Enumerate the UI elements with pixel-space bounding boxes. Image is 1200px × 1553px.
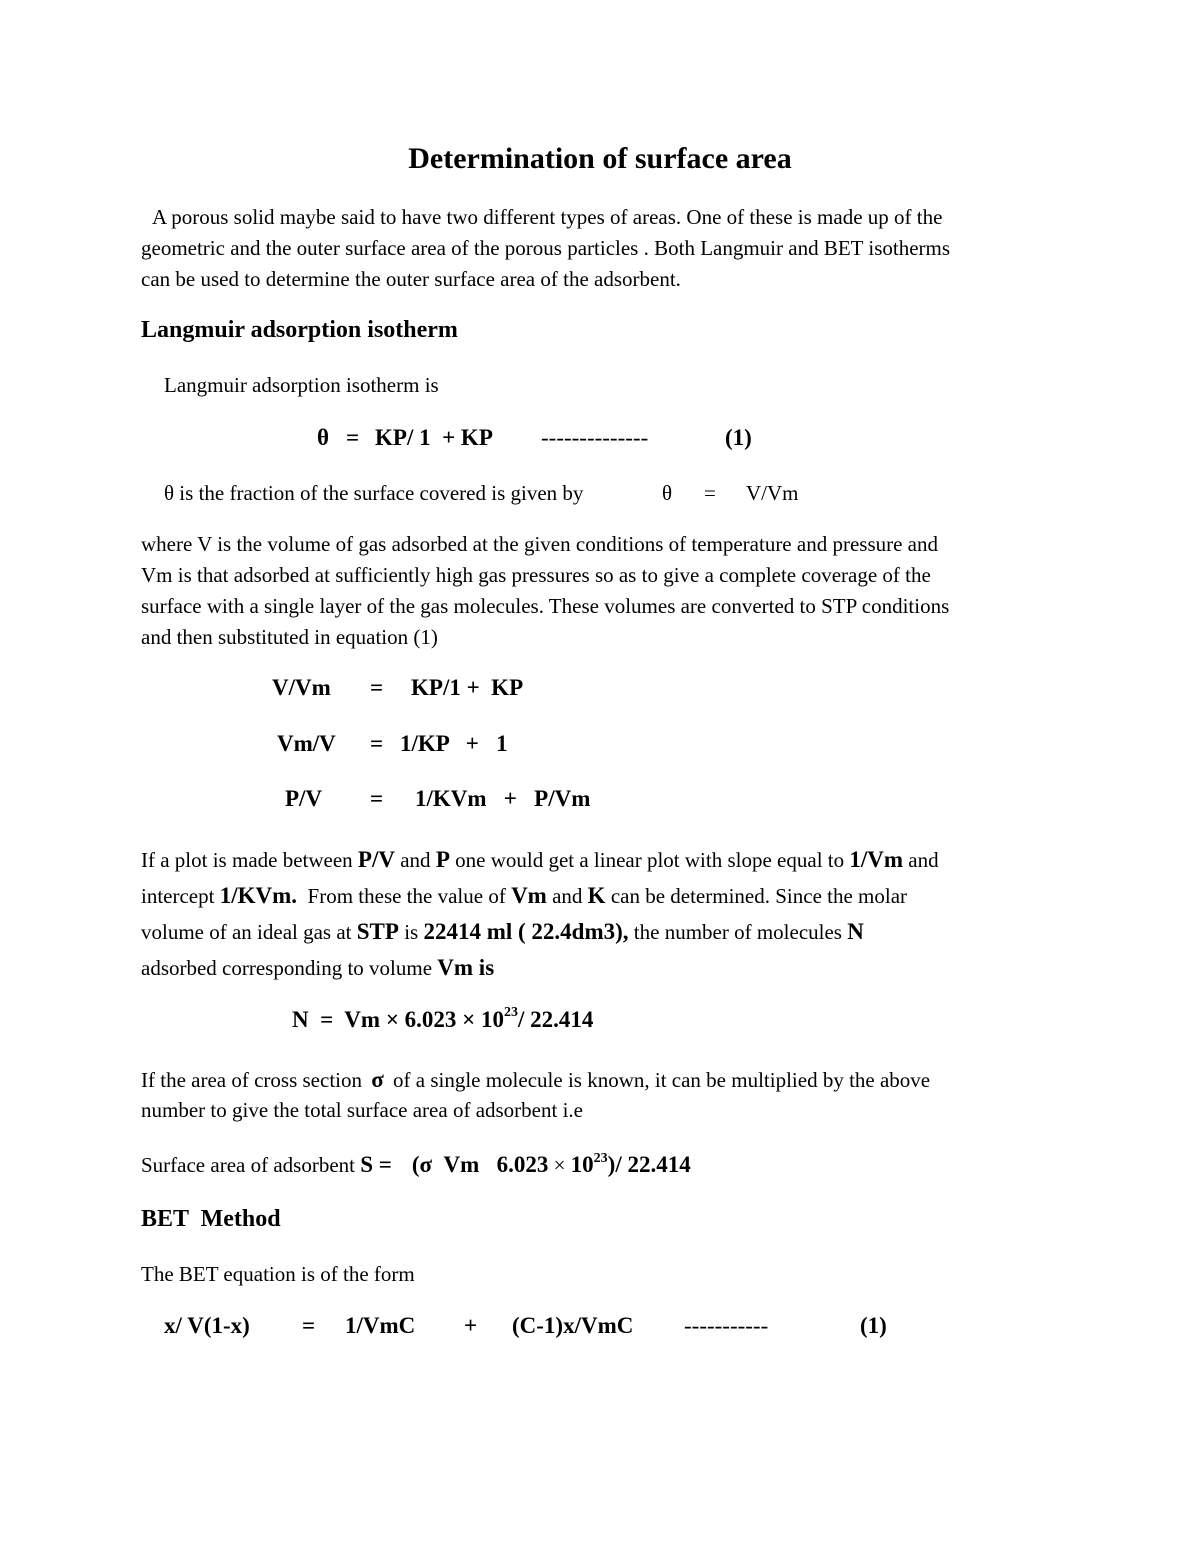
- page-title: Determination of surface area: [408, 142, 792, 175]
- plot-para: [141, 842, 939, 986]
- eq1-number: (1): [725, 425, 752, 450]
- sigma-para-line-2: number to give the total surface area of adsorbent i.e: [141, 1098, 583, 1122]
- volume-para-line-4: and then substituted in equation (1): [141, 625, 438, 649]
- bet-term-1: 1/VmC: [345, 1313, 416, 1338]
- langmuir-is-line: Langmuir adsorption isotherm is: [164, 373, 439, 397]
- bet-lhs: x/ V(1-x): [164, 1313, 250, 1338]
- eq1-rhs: KP/ 1 + KP: [375, 425, 493, 450]
- intro-line-2: geometric and the outer surface area of the porous particles . Both Langmuir and BET isotherms: [141, 236, 951, 260]
- theta-symbol: θ: [662, 481, 673, 505]
- eq4-equals: =: [370, 786, 384, 811]
- sigma-symbol: σ: [371, 1067, 384, 1092]
- eq3-equals: =: [370, 731, 384, 756]
- bet-dashes: -----------: [684, 1313, 769, 1338]
- eq1-dashes: --------------: [541, 425, 649, 450]
- intro-line-3: can be used to determine the outer surface area of the adsorbent.: [141, 267, 681, 291]
- bet-term-2: (C-1)x/VmC: [512, 1313, 634, 1338]
- langmuir-heading: Langmuir adsorption isotherm: [141, 317, 458, 343]
- intro-line-1: A porous solid maybe said to have two different types of areas. One of these is made up of the: [152, 205, 943, 229]
- sigma-para-line-1: If the area of cross section σ of a single molecule is known, it can be multiplied by the above: [141, 1067, 931, 1092]
- bet-plus: +: [464, 1313, 478, 1338]
- bet-heading: BET Method: [141, 1206, 281, 1232]
- molecule-count-equation: $N = Vm \times 6.023 \times 10^{23}/$ 22.414: [292, 1005, 594, 1032]
- volume-para-line-1: where V is the volume of gas adsorbed at the given conditions of temperature and pressure and: [141, 532, 938, 556]
- eq4-lhs: P/V: [285, 786, 323, 811]
- theta-equals: =: [704, 481, 716, 505]
- bet-number: (1): [860, 1313, 887, 1338]
- plot-para-line-3: volume of an ideal gas at STP is 22414 ml ( 22.4dm3), the number of molecules N: [141, 919, 864, 944]
- eq2-lhs: V/Vm: [272, 675, 331, 700]
- eq2-rhs: KP/1 + KP: [411, 675, 524, 700]
- plot-para-line-1: If a plot is made between P/V and P one would get a linear plot with slope equal to 1/Vm and: [141, 847, 939, 872]
- eq4-rhs: 1/KVm + P/Vm: [415, 786, 591, 811]
- bet-equals: =: [302, 1313, 316, 1338]
- eq3-lhs: Vm/V: [277, 731, 336, 756]
- eq1-equals: =: [346, 425, 360, 450]
- eq1-lhs: θ: [317, 425, 330, 450]
- bet-intro: The BET equation is of the form: [141, 1262, 415, 1286]
- volume-para-line-2: Vm is that adsorbed at sufficiently high gas pressures so as to give a complete coverage of the: [141, 563, 931, 587]
- theta-text: θ is the fraction of the surface covered is given by: [164, 481, 584, 505]
- plot-para-line-2: intercept 1/KVm. From these the value of Vm and K can be determined. Since the molar: [141, 883, 908, 908]
- volume-para-line-3: surface with a single layer of the gas molecules. These volumes are converted to STP conditions: [141, 594, 950, 618]
- eq3-rhs: 1/KP + 1: [400, 731, 508, 756]
- plot-para-line-4: adsorbed corresponding to volume Vm is: [141, 955, 495, 980]
- surface-area-formula: Surface area of adsorbent S = (σ Vm $6.023 \times 10^{23})/$ 22.414: [141, 1151, 691, 1177]
- theta-rhs: V/Vm: [746, 481, 799, 505]
- eq2-equals: =: [370, 675, 384, 700]
